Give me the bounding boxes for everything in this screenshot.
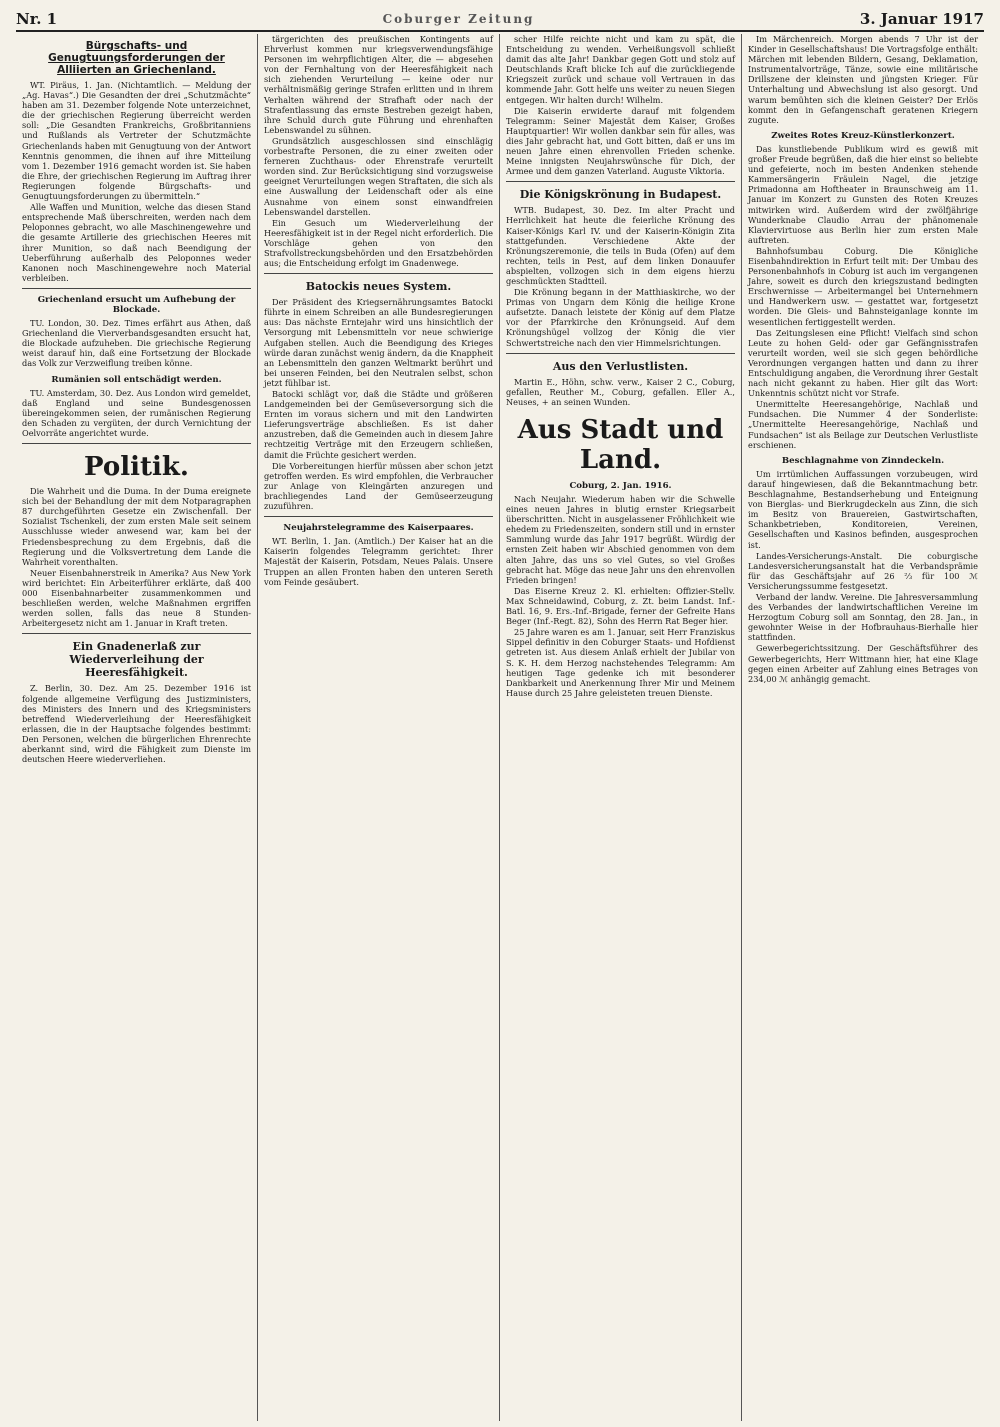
article-paragraph: Die Vorbereitungen hierfür müssen aber schon jetzt getroffen werden. Es wird empfohlen, die Verbraucher zur Anlage von Kleingärten anzuregen und brachliegendes Land der Gemüseerzeugung zuzuführen. xyxy=(264,460,493,512)
headline-greece-demands: Bürgschafts- und Genugtuungsforderungen der Alliierten an Griechenland. xyxy=(48,40,225,76)
article-paragraph: Z. Berlin, 30. Dez. Am 25. Dezember 1916 ist folgende allgemeine Verfügung des Justizministers, des Ministers des Innern und des Kriegsministers betreffend Wiederverleihung der Heeresfähigkeit erlassen, die in der Hauptsache folgendes bestimmt: Den Personen, welchen die bürgerlichen Ehrenrechte aberkannt sind, wird die Fähigkeit zum Dienste im deutschen Heere wiederverliehen. xyxy=(22,683,251,765)
column-3 xyxy=(500,34,742,1421)
article-paragraph: Der Präsident des Kriegsernährungsamtes Batocki führte in einem Schreiben an alle Bundesregierungen aus: Das nächste Erntejahr wird uns hinsichtlich der Versorgung mit Lebensmitteln vor neue schwierige Aufgaben stellen. Auch die Beendigung des Krieges würde daran zunächst wenig ändern, da die Knappheit an Lebensmitteln den ganzen Weltmarkt berührt und bei unseren Feinden, bei den Neutralen selbst, schon jetzt fühlbar ist. xyxy=(264,297,493,388)
issue-number: Nr. 1 xyxy=(16,10,58,28)
divider xyxy=(264,516,493,517)
column-2 xyxy=(258,34,500,1421)
divider xyxy=(506,181,735,182)
issue-date: 3. Januar 1917 xyxy=(859,10,984,28)
masthead xyxy=(16,8,984,32)
headline-verlustlisten: Aus den Verlustlisten. xyxy=(552,359,689,373)
article-paragraph: Das Eiserne Kreuz 2. Kl. erhielten: Offizier-Stellv. Max Schneidawind, Coburg, z. Zt. beim Landst. Inf.-Batl. 16, 9. Ers.-Inf.-Brigade, ferner der Gefreite Hans Beger (Inf.-Regt. 82), Sohn des Herrn Rat Beger hier. xyxy=(506,585,735,627)
article-paragraph: WTB. Budapest, 30. Dez. Im alter Pracht und Herrlichkeit hat heute die feierliche Krönung des Kaiser-Königs Karl IV. und der Kaiserin-Königin Zita stattgefunden. Verschiedene Akte der Krönungszeremonie, die teils in Buda (Ofen) auf dem rechten, teils in Pest, auf dem linken Donauufer abspielten, vollzogen sich in dem eigens hierzu geschmückten Stadtteil. xyxy=(506,205,735,286)
divider xyxy=(22,288,251,289)
headline-gnadenerlass: Ein Gnadenerlaß zur Wiederverleihung der Heeresfähigkeit. xyxy=(69,640,204,680)
article-paragraph: Unermittelte Heeresangehörige, Nachlaß und Fundsachen. Die Nummer 4 der Sonderliste: „Unermittelte Heeresangehörige, Nachlaß und Fundsachen“ ist als Beilage zur Deutschen Verlustliste erschienen. xyxy=(748,399,978,450)
article-paragraph: Die Kaiserin erwiderte darauf mit folgendem Telegramm: Seiner Majestät dem Kaiser, Großes Hauptquartier! Wir wollen dankbar sein für alles, was dies Jahr gebracht hat, und Gott bitten, daß er uns im neuen Jahre einen ehrenvollen Frieden schenke. Meine innigsten Neujahrswünsche für Dich, der Armee und dem ganzen Vaterland. Auguste Viktoria. xyxy=(506,105,735,177)
headline-zinndeckel: Beschlagnahme von Zinndeckeln. xyxy=(781,455,945,466)
article-paragraph: scher Hilfe reichte nicht und kam zu spät, die Entscheidung zu wenden. Verheißungsvoll schließt damit das alte Jahr! Dankbar gegen Gott und stolz auf Deutschlands Kraft blicke Ich auf die zurückliegende Kriegszeit zurück und schaue voll Vertrauen in das kommende Jahr. Gott helfe uns weiter zu neuen Siegen entgegen. Wir halten durch! Wilhelm. xyxy=(506,34,735,105)
columns xyxy=(16,34,984,1421)
headline-batocki: Batockis neues System. xyxy=(305,280,452,294)
divider xyxy=(264,273,493,274)
divider xyxy=(506,353,735,354)
section-title-stadt-land: Aus Stadt und Land. xyxy=(517,414,724,475)
headline-romania: Rumänien soll entschädigt werden. xyxy=(51,374,222,385)
article-paragraph: Batocki schlägt vor, daß die Städte und größeren Landgemeinden bei der Gemüseversorgung sich die Ernten im voraus sichern und mit den Landwirten Lieferungsverträge abschließen. Es ist daher anzustreben, daß die Gemeinden auch in diesem Jahre rechtzeitig Verträge mit den Erzeugern schließen, damit die Früchte gesichert werden. xyxy=(264,389,493,460)
article-paragraph: Das Zeitungslesen eine Pflicht! Vielfach sind schon Leute zu hohen Geld- oder gar Gefängnisstrafen verurteilt worden, weil sie sich gegen behördliche Verordnungen vergangen hatten und dann zu ihrer Entschuldigung angaben, die Verordnung ihrer Gestalt nach nicht gekannt zu haben. Hier gilt das Wort: Unkenntnis schützt nicht vor Strafe. xyxy=(748,327,978,399)
column-1 xyxy=(16,34,258,1421)
article-paragraph: TU. Amsterdam, 30. Dez. Aus London wird gemeldet, daß England und seine Bundesgenossen übereingekommen seien, der rumänischen Regierung den Schaden zu vergüten, der durch Vernichtung der Oelvorräte angerichtet wurde. xyxy=(22,387,251,438)
article-paragraph: Ein Gesuch um Wiederverleihung der Heeresfähigkeit ist in der Regel nicht erforderlich. Die Vorschläge gehen von den Strafvollstreckungsbehörden und den Ersatzbehörden aus; die Entscheidung erfolgt im Gnadenwege. xyxy=(264,217,493,269)
article-paragraph: WT. Piräus, 1. Jan. (Nichtamtlich. — Meldung der „Ag. Havas“.) Die Gesandten der drei „Schutzmächte“ haben am 31. Dezember folgende Note unterzeichnet, die der griechischen Regierung überreicht werden soll: „Die Gesandten Frankreichs, Großbritanniens und Rußlands als Vertreter der Schutzmächte Griechenlands haben mit Genugtuung von der Antwort Kenntnis genommen, die ihnen auf ihre Mitteilung vom 1. Dezember 1916 gemacht worden ist. Sie haben die Ehre, der griechischen Regierung im Auftrag ihrer Regierungen folgende Bürgschafts- und Genugtuungsforderungen zu übermitteln.“ xyxy=(22,80,251,202)
article-paragraph: Verband der landw. Vereine. Die Jahresversammlung des Verbandes der landwirtschaftlichen Vereine im Herzogtum Coburg soll am Sonntag, den 28. Jan., in gewohnter Weise in der Hofbrauhaus-Bierhalle hier stattfinden. xyxy=(748,591,978,643)
article-paragraph: Im Märchenreich. Morgen abends 7 Uhr ist der Kinder in Gesellschaftshaus! Die Vortragsfolge enthält: Märchen mit lebenden Bildern, Gesang, Deklamation, Instrumentalvorträge, Tänze, sowie eine militärische Drillszene der kleinsten und jüngsten Krieger. Für Unterhaltung und Abwechslung ist also gesorgt. Und warum bemühten sich die kleinen Geister? Der Erlös kommt den in Gefangenschaft geratenen Kriegern zugute. xyxy=(748,34,978,125)
article-paragraph: Nach Neujahr. Wiederum haben wir die Schwelle eines neuen Jahres in blutig ernster Kriegsarbeit überschritten. Nicht in ausgelassener Fröhlichkeit wie ehedem zu Friedenszeiten, sondern still und in ernster Sammlung wurde das Jahr 1917 begrüßt. Würdig der ernsten Zeit haben wir Abschied genommen von dem alten Jahre, das uns so viel Gutes, so viel Großes gebracht hat. Möge das neue Jahr uns den ehrenvollen Frieden bringen! xyxy=(506,494,735,585)
divider xyxy=(22,443,251,444)
dateline: Coburg, 2. Jan. 1916. xyxy=(569,480,672,491)
article-paragraph: Alle Waffen und Munition, welche das diesen Stand entsprechende Maß überschreiten, werden nach dem Peloponnes gebracht, wo alle Maschinengewehre und die gesamte Artillerie des griechischen Heeres mit ihrer Munition, so daß nach Beendigung der Ueberführung außerhalb des Peloponnes weder Kanonen noch Maschinengewehre noch Material verbleiben. xyxy=(22,202,251,283)
article-paragraph: TU. London, 30. Dez. Times erfährt aus Athen, daß Griechenland die Vierverbandsgesandten ersucht hat, die Blockade aufzuheben. Die griechische Regierung weist darauf hin, daß eine Fortsetzung der Blockade das Volk zur Verzweiflung treiben könne. xyxy=(22,318,251,369)
section-title-politik: Politik. xyxy=(84,452,189,483)
article-paragraph: WT. Berlin, 1. Jan. (Amtlich.) Der Kaiser hat an die Kaiserin folgendes Telegramm gerichtet: Ihrer Majestät der Kaiserin, Potsdam, Neues Palais. Unsere Truppen an allen Fronten haben den unteren Sereth vom Feinde gesäubert. xyxy=(264,536,493,587)
article-paragraph: Martin E., Höhn, schw. verw., Kaiser 2 C., Coburg, gefallen, Reuther M., Coburg, gefallen. Eller A., Neuses, + an seinen Wunden. xyxy=(506,376,735,407)
headline-kuenstlerkonzert: Zweites Rotes Kreuz-Künstlerkonzert. xyxy=(771,130,955,141)
article-paragraph: 25 Jahre waren es am 1. Januar, seit Herr Franziskus Sippel definitiv in den Coburger Staats- und Hofdienst getreten ist. Aus diesem Anlaß erhielt der Jubilar von S. K. H. dem Herzog nachstehendes Telegramm: Am heutigen Tage gedenke ich mit besonderer Dankbarkeit und Anerkennung Ihrer Mir und Meinem Hause durch 25 Jahre geleisteten treuen Dienste. xyxy=(506,627,735,698)
article-paragraph: Die Wahrheit und die Duma. In der Duma ereignete sich bei der Behandlung der mit dem Notparagraphen 87 durchgeführten Gesetze ein Zwischenfall. Der Sozialist Tschenkeli, der zum ersten Male seit seinem Ausschlusse wieder anwesend war, kam bei der Friedensbesprechung zu dem Ergebnis, daß die Regierung und die Volksvertretung dem Lande die Wahrheit vorenthalten. xyxy=(22,486,251,567)
headline-blockade: Griechenland ersucht um Aufhebung der Blockade. xyxy=(37,294,236,315)
headline-koenigskroenung: Die Königskrönung in Budapest. xyxy=(519,188,722,202)
headline-neujahrstelegramme: Neujahrstelegramme des Kaiserpaares. xyxy=(283,523,474,534)
article-paragraph: Das kunstliebende Publikum wird es gewiß mit großer Freude begrüßen, daß die hier einst so beliebte und gefeierte, noch im besten Andenken stehende Kammersängerin Fräulein Nagel, die jetzige Primadonna am Hoftheater in Braunschweig am 11. Januar im Konzert zu Gunsten des Roten Kreuzes mitwirken wird. Außerdem wird der zwölfjährige Wunderknabe Claudio Arrau der phänomenale Klaviervirtuose aus Berlin hier zum ersten Male auftreten. xyxy=(748,143,978,245)
article-paragraph: Um irrtümlichen Auffassungen vorzubeugen, wird darauf hingewiesen, daß die Bekanntmachung betr. Beschlagnahme, Bestandserhebung und Enteignung von Bierglas- und Bierkrugdeckeln aus Zinn, die sich im Besitz von Brauereien, Gastwirtschaften, Schankbetrieben, Konditoreien, Vereinen, Gesellschaften und Kasinos befinden, ausgesprochen ist. xyxy=(748,468,978,550)
column-4 xyxy=(742,34,984,1421)
newspaper-name: Coburger Zeitung xyxy=(382,12,535,26)
article-paragraph: Gewerbegerichtssitzung. Der Geschäftsführer des Gewerbegerichts, Herr Wittmann hier, hat eine Klage gegen einen Arbeiter auf Zahlung eines Betrages von 234,00 ℳ anhängig gemacht. xyxy=(748,643,978,684)
article-paragraph: Grundsätzlich ausgeschlossen sind einschlägig vorbestrafte Personen, die zu einer zweiten oder ferneren Zuchthaus- oder Ehrenstrafe verurteilt worden sind. Zur Berücksichtigung sind vorzugsweise geeignet Verurteilungen wegen Straftaten, die sich als eine Auswallung der Leidenschaft oder als eine Ausnahme von einem sonst einwandfreien Lebenswandel darstellen. xyxy=(264,135,493,217)
article-paragraph: Neuer Eisenbahnerstreik in Amerika? Aus New York wird berichtet: Ein Arbeiterführer erklärte, daß 400 000 Eisenbahnarbeiter zusammenkommen und beschließen werden, welche Maßnahmen ergriffen werden sollen, falls das neue 8 Stunden-Arbeitergesetz nicht am 1. Januar in Kraft treten. xyxy=(22,567,251,629)
article-paragraph: Bahnhofsumbau Coburg. Die Königliche Eisenbahndirektion in Erfurt teilt mit: Der Umbau des Personenbahnhofs in Coburg ist auch im vergangenen Jahre, soweit es durch den kriegszustand bedingten Erschwernisse — Arbeitermangel bei Unternehmern und Handwerkern usw. — gestattet war, fortgesetzt worden. Die Gleis- und Bahnsteiganlage konnte im wesentlichen fertiggestellt werden. xyxy=(748,245,978,327)
article-paragraph: Die Krönung begann in der Matthiaskirche, wo der Primas von Ungarn dem König die heilige Krone aufsetzte. Danach leistete der König auf dem Platze vor der Pfarrkirche den Krönungseid. Auf dem Krönungshügel vollzog der König die vier Schwertstreiche nach den vier Himmelsrichtungen. xyxy=(506,287,735,348)
article-paragraph: tärgerichten des preußischen Kontingents auf Ehrverlust kommen nur kriegsverwendungsfähige Personen im wehrpflichtigen Alter, die — abgesehen von der Fernhaltung von der Heeresfähigkeit nach sich ziehenden Verurteilung — keine oder nur verhältnismäßig geringe Strafen erlitten und in ihrem Verhalten während der Strafhaft oder nach der Strafentlassung das ernste Bestreben gezeigt haben, ihre Schuld durch gute Führung und ehrenhaften Lebenswandel zu sühnen. xyxy=(264,34,493,135)
article-paragraph: Landes-Versicherungs-Anstalt. Die coburgische Landesversicherungsanstalt hat die Verbandsprämie für das Geschäftsjahr auf 26 ⅔ für 100 ℳ Versicherungssumme festgesetzt. xyxy=(748,550,978,591)
divider xyxy=(22,633,251,634)
